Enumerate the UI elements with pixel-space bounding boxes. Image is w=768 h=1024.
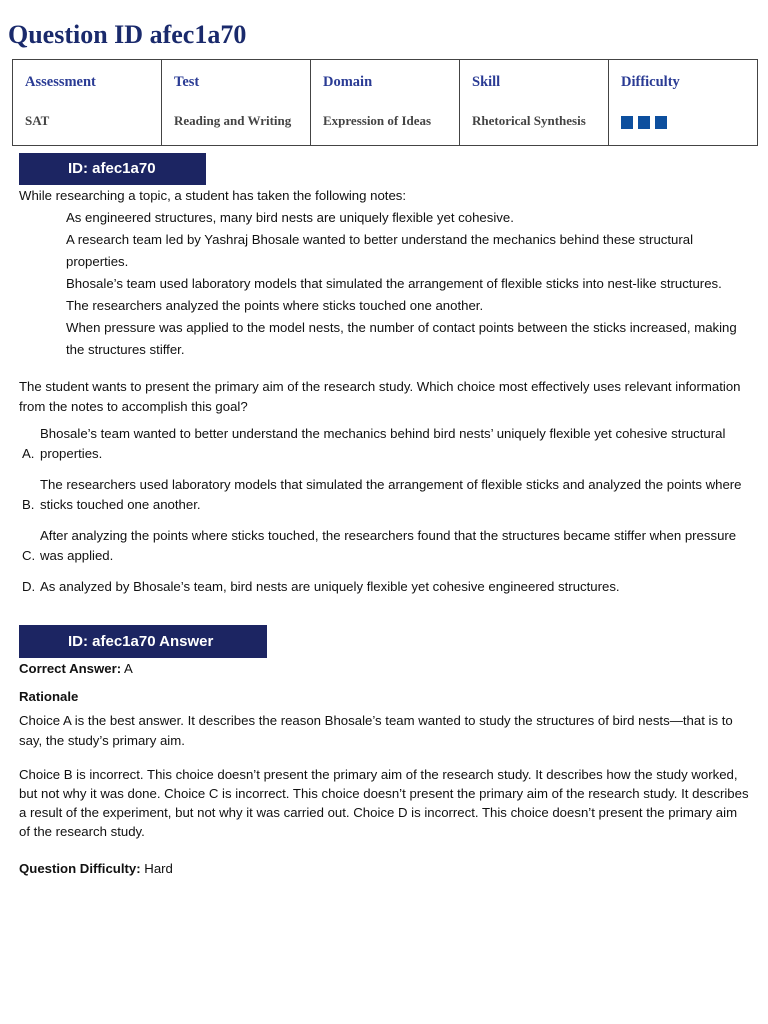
question-metadata-table	[12, 59, 758, 146]
note-item: The researchers analyzed the points where sticks touched one another.	[66, 298, 484, 313]
test-value: Reading and Writing	[174, 113, 292, 128]
page-title: Question ID afec1a70	[8, 20, 247, 49]
difficulty-indicator	[621, 116, 745, 129]
assessment-header: Assessment	[25, 74, 96, 90]
question-difficulty-label: Question Difficulty:	[19, 861, 141, 876]
question-prompt: The student wants to present the primary aim of the research study. Which choice most effectively uses relevant information from the notes to accomplish this goal?	[19, 379, 741, 414]
answer-choices	[22, 424, 752, 609]
rationale-heading: Rationale	[19, 689, 79, 704]
choice-c[interactable]	[22, 526, 752, 565]
choice-letter: B.	[22, 496, 35, 512]
choice-letter: D.	[22, 579, 36, 594]
choice-d[interactable]	[22, 577, 752, 597]
note-item: A research team led by Yashraj Bhosale wanted to better understand the mechanics behind these structural properties.	[66, 232, 694, 269]
choice-text: As analyzed by Bhosale’s team, bird nests are uniquely flexible yet cohesive engineered structures.	[40, 579, 620, 594]
rationale-paragraph: Choice A is the best answer. It describes the reason Bhosale’s team wanted to study the structures of bird nests—that is to say, the study’s primary aim.	[19, 713, 733, 748]
notes-intro: While researching a topic, a student has taken the following notes:	[19, 188, 407, 203]
correct-answer-label: Correct Answer:	[19, 661, 122, 676]
choice-text: After analyzing the points where sticks touched, the researchers found that the structures became stiffer when pressure was applied.	[40, 528, 737, 563]
choice-letter: A.	[22, 445, 35, 461]
difficulty-square-icon	[621, 116, 633, 129]
note-item: When pressure was applied to the model nests, the number of contact points between the sticks increased, making the structures stiffer.	[66, 320, 737, 357]
question-difficulty-value: Hard	[144, 861, 173, 876]
difficulty-square-icon	[638, 116, 650, 129]
difficulty-square-icon	[655, 116, 667, 129]
choice-letter: C.	[22, 547, 36, 563]
domain-header: Domain	[323, 74, 373, 90]
difficulty-cell	[609, 60, 758, 146]
correct-answer-line	[19, 658, 749, 680]
choice-text: The researchers used laboratory models that simulated the arrangement of flexible sticks and analyzed the points where sticks touched one another.	[40, 477, 742, 512]
note-item: As engineered structures, many bird nests are uniquely flexible yet cohesive.	[66, 210, 514, 225]
question-id-banner: ID: afec1a70	[19, 153, 206, 185]
choice-text: Bhosale’s team wanted to better understand the mechanics behind bird nests’ uniquely flexible yet cohesive structural properties.	[40, 426, 726, 461]
skill-header: Skill	[472, 74, 501, 90]
difficulty-header: Difficulty	[621, 74, 680, 90]
correct-answer-value: A	[124, 661, 133, 676]
assessment-value: SAT	[25, 113, 50, 128]
notes-list	[66, 207, 756, 361]
assessment-cell	[13, 60, 162, 146]
answer-id-banner: ID: afec1a70 Answer	[19, 625, 267, 658]
test-cell	[162, 60, 311, 146]
skill-cell	[460, 60, 609, 146]
choice-b[interactable]	[22, 475, 752, 514]
skill-value: Rhetorical Synthesis	[472, 113, 586, 128]
question-difficulty-line	[19, 858, 749, 880]
domain-value: Expression of Ideas	[323, 113, 432, 128]
note-item: Bhosale’s team used laboratory models that simulated the arrangement of flexible sticks into nest-like structures.	[66, 276, 722, 291]
domain-cell	[311, 60, 460, 146]
choice-a[interactable]	[22, 424, 752, 463]
test-header: Test	[174, 74, 200, 90]
rationale-paragraph: Choice B is incorrect. This choice doesn’t present the primary aim of the research study. It describes how the study worked, but not why it was done. Choice C is incorrect. This choice doesn’t present the primary aim of the research study. It describes a result of the experiment, but not why it was carried out. Choice D is incorrect. This choice doesn’t present the primary aim of the research study.	[19, 767, 749, 839]
